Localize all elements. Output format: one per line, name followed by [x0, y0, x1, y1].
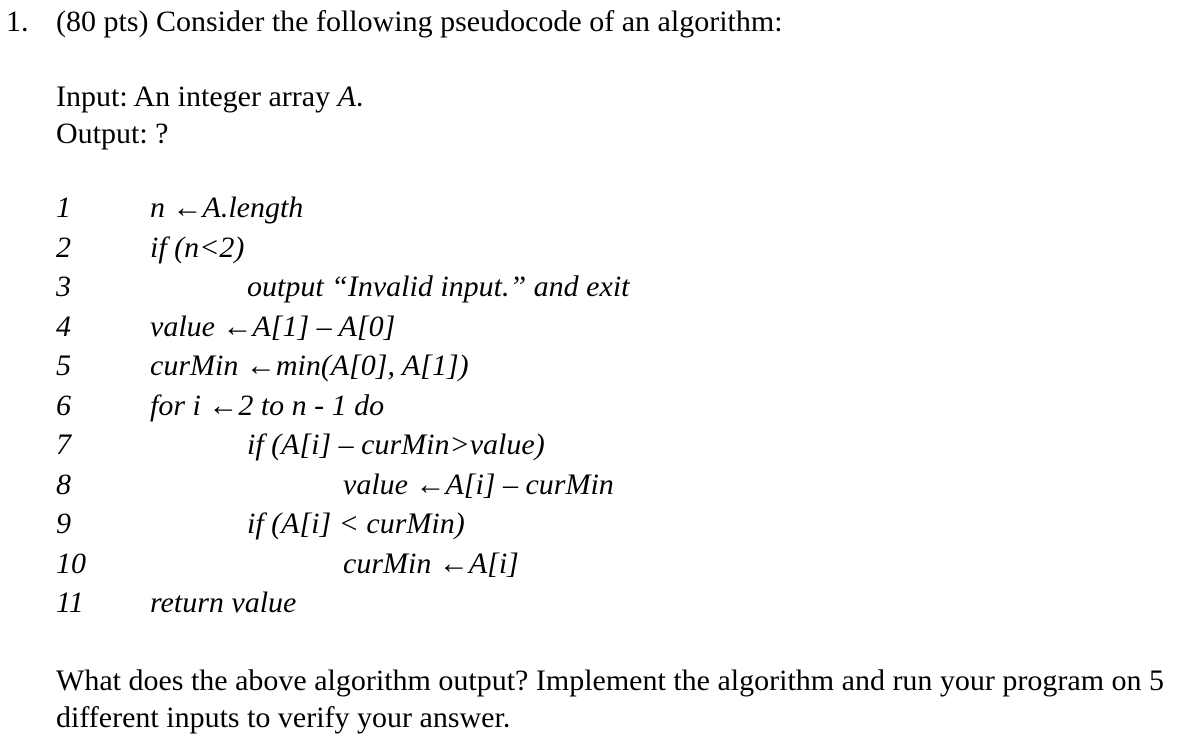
code-line	[0, 228, 1196, 268]
line-code: value ←A[1] – A[0]	[150, 309, 396, 343]
line-number: 2	[56, 230, 71, 264]
line-number: 5	[56, 349, 71, 382]
line-code: for i ←2 to n - 1 do	[150, 388, 385, 422]
line-code: output “Invalid input.” and exit	[247, 270, 630, 303]
line-code: if (A[i] – curMin>value)	[247, 428, 545, 461]
code-line	[0, 544, 1196, 584]
line-number: 8	[56, 467, 71, 501]
line-code: if (n<2)	[150, 230, 245, 264]
line-number: 10	[56, 546, 86, 580]
line-number: 11	[56, 586, 84, 619]
io-block	[56, 78, 363, 152]
input-suffix: .	[355, 80, 364, 113]
line-code: return value	[150, 586, 297, 619]
line-number: 6	[56, 388, 71, 422]
question-header	[6, 4, 783, 40]
question-prompt: What does the above algorithm output? Implement the algorithm and run your program on 5 different inputs to verify your answer.	[56, 664, 1165, 734]
line-code: n ←A.length	[150, 191, 304, 224]
code-line	[0, 583, 1196, 623]
input-line	[56, 78, 363, 115]
code-line	[0, 465, 1196, 505]
line-number: 1	[56, 191, 71, 224]
question-title: (80 pts) Consider the following pseudocode of an algorithm:	[56, 5, 783, 38]
line-code: curMin ←min(A[0], A[1])	[150, 349, 469, 382]
line-code: curMin ←A[i]	[343, 546, 519, 580]
question-number: 1.	[6, 5, 29, 38]
code-line	[0, 188, 1196, 228]
line-number: 9	[56, 507, 71, 540]
line-code: value ←A[i] – curMin	[343, 467, 614, 501]
code-line	[0, 346, 1196, 386]
line-number: 3	[56, 270, 71, 303]
code-line	[0, 386, 1196, 426]
output-line: Output: ?	[56, 117, 169, 150]
input-label: Input: An integer array	[56, 80, 338, 113]
line-number: 4	[56, 309, 71, 343]
input-variable: A	[337, 80, 356, 113]
code-line	[0, 267, 1196, 307]
code-line	[0, 307, 1196, 347]
line-number: 7	[56, 428, 71, 461]
code-line	[0, 504, 1196, 544]
line-code: if (A[i] < curMin)	[247, 507, 465, 540]
code-line	[0, 425, 1196, 465]
